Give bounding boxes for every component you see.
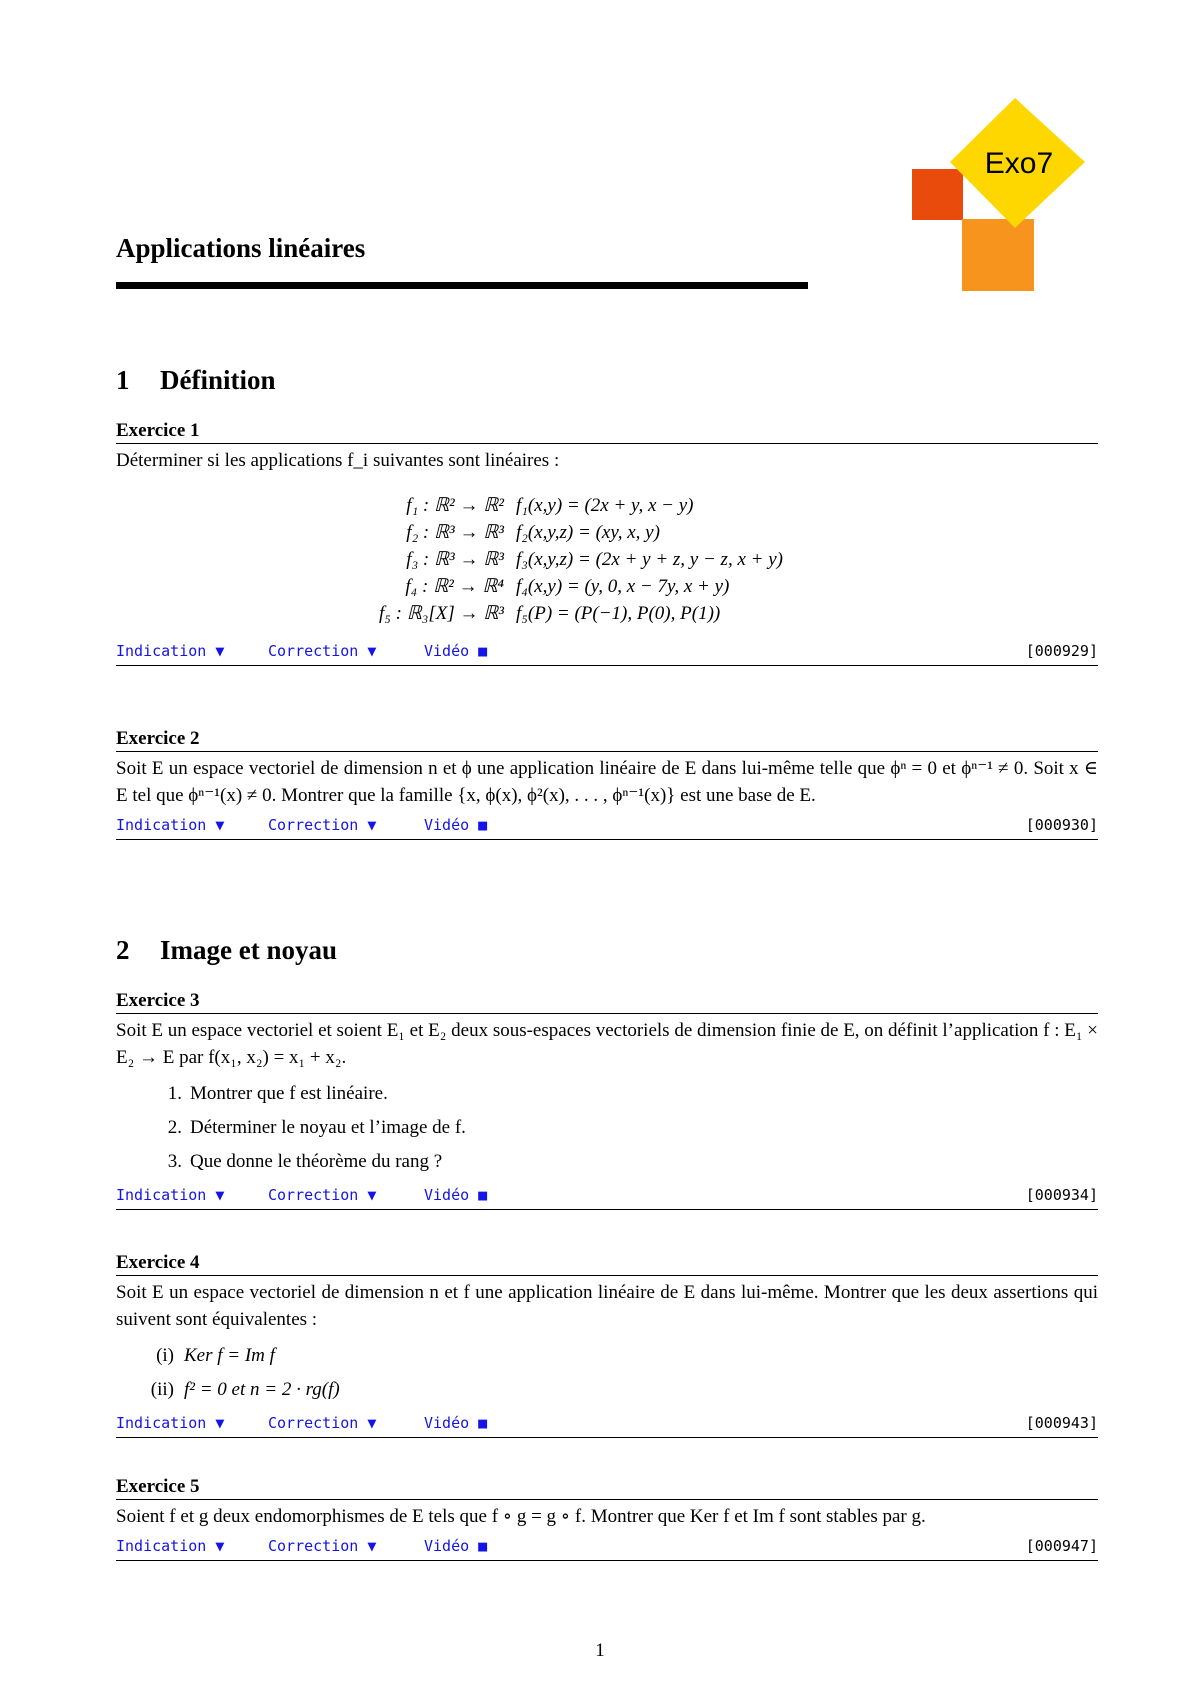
equation-lhs: f₅ : ℝ₃[X] → ℝ³ bbox=[378, 603, 504, 624]
exercise-body bbox=[116, 1017, 1098, 1179]
correction-link[interactable]: Correction ▼ bbox=[268, 1537, 377, 1555]
title-rule bbox=[116, 282, 808, 289]
list-item bbox=[116, 1111, 1098, 1145]
correction-link[interactable]: Correction ▼ bbox=[268, 642, 377, 660]
indication-link[interactable]: Indication ▼ bbox=[116, 1537, 225, 1555]
exercise-text: Soient f et g deux endomorphismes de E tels que f ∘ g = g ∘ f. Montrer que Ker f et Im f sont stables par g. bbox=[116, 1506, 926, 1527]
exercise-body bbox=[116, 1279, 1098, 1407]
exercise-links bbox=[116, 1183, 1098, 1207]
item-text: Déterminer le noyau et l’image de f. bbox=[190, 1117, 466, 1138]
exercise-code: [000929] bbox=[1025, 642, 1098, 660]
video-link[interactable]: Vidéo ■ bbox=[424, 1186, 488, 1204]
equation-block bbox=[116, 492, 1098, 627]
exercise-code: [000947] bbox=[1025, 1537, 1098, 1555]
indication-link[interactable]: Indication ▼ bbox=[116, 1186, 225, 1204]
exercise-links bbox=[116, 813, 1098, 837]
links-rule bbox=[116, 1209, 1098, 1210]
equation-rhs: f₄(x,y) = (y, 0, x − 7y, x + y) bbox=[516, 576, 730, 597]
equation-lhs: f₄ : ℝ² → ℝ⁴ bbox=[405, 576, 504, 597]
exercise-rule bbox=[116, 443, 1098, 444]
video-link[interactable]: Vidéo ■ bbox=[424, 816, 488, 834]
item-text: Que donne le théorème du rang ? bbox=[190, 1151, 443, 1172]
logo-text: Exo7 bbox=[984, 147, 1054, 180]
exercise-text: Soit E un espace vectoriel et soient E₁ et E₂ deux sous-espaces vectoriels de dimension finie de E, on définit l’application f : E₁ × E₂ → E par f(x₁, x₂) = x₁ + x₂. bbox=[116, 1020, 1098, 1068]
equation-rhs: f₃(x,y,z) = (2x + y + z, y − z, x + y) bbox=[516, 549, 783, 570]
exercise-links bbox=[116, 1534, 1098, 1558]
correction-link[interactable]: Correction ▼ bbox=[268, 1186, 377, 1204]
equation-lhs: f₁ : ℝ² → ℝ² bbox=[406, 495, 504, 516]
exercise-text: Soit E un espace vectoriel de dimension n et f une application linéaire de E dans lui-même. Montrer que les deux assertions qui suivent sont équivalentes : bbox=[116, 1282, 1098, 1330]
equation-lhs: f₃ : ℝ³ → ℝ³ bbox=[406, 549, 504, 570]
indication-link[interactable]: Indication ▼ bbox=[116, 816, 225, 834]
equation-rhs: f₂(x,y,z) = (xy, x, y) bbox=[516, 522, 660, 543]
document-title: Applications linéaires bbox=[116, 233, 366, 263]
list-item bbox=[116, 1373, 1098, 1407]
list-item bbox=[116, 1145, 1098, 1179]
question-list bbox=[116, 1077, 1098, 1179]
section-number: 1 bbox=[116, 365, 130, 395]
links-rule bbox=[116, 1560, 1098, 1561]
exercise-title: Exercice 1 bbox=[116, 420, 200, 441]
exercise-title: Exercice 3 bbox=[116, 990, 200, 1011]
section-1-title bbox=[116, 365, 276, 396]
item-number: (i) bbox=[156, 1345, 174, 1366]
exercise-title: Exercice 5 bbox=[116, 1476, 200, 1497]
video-link[interactable]: Vidéo ■ bbox=[424, 1537, 488, 1555]
section-2-title bbox=[116, 935, 337, 966]
section-name: Image et noyau bbox=[160, 935, 337, 965]
exercise-title: Exercice 2 bbox=[116, 728, 200, 749]
exercise-links bbox=[116, 1411, 1098, 1435]
video-link[interactable]: Vidéo ■ bbox=[424, 1414, 488, 1432]
item-number: 2. bbox=[167, 1117, 182, 1138]
exercise-intro: Déterminer si les applications f_i suivantes sont linéaires : bbox=[116, 450, 560, 471]
exercise-body bbox=[116, 755, 1098, 809]
correction-link[interactable]: Correction ▼ bbox=[268, 1414, 377, 1432]
item-number: 1. bbox=[167, 1083, 182, 1104]
exercise-rule bbox=[116, 1275, 1098, 1276]
exercise-code: [000934] bbox=[1025, 1186, 1098, 1204]
assertion-list bbox=[116, 1339, 1098, 1407]
indication-link[interactable]: Indication ▼ bbox=[116, 1414, 225, 1432]
video-link[interactable]: Vidéo ■ bbox=[424, 642, 488, 660]
item-text: Ker f = Im f bbox=[184, 1345, 275, 1366]
exercise-body bbox=[116, 447, 1098, 627]
page-number: 1 bbox=[595, 1640, 605, 1661]
exercise-3 bbox=[116, 989, 1098, 1210]
list-item bbox=[116, 1339, 1098, 1373]
links-rule bbox=[116, 839, 1098, 840]
exercise-2 bbox=[116, 727, 1098, 840]
section-name: Définition bbox=[160, 365, 276, 395]
item-text: Montrer que f est linéaire. bbox=[190, 1083, 388, 1104]
exercise-rule bbox=[116, 1499, 1098, 1500]
indication-link[interactable]: Indication ▼ bbox=[116, 642, 225, 660]
section-number: 2 bbox=[116, 935, 130, 965]
exercise-5 bbox=[116, 1475, 1098, 1561]
exercise-code: [000930] bbox=[1025, 816, 1098, 834]
exercise-title: Exercice 4 bbox=[116, 1252, 200, 1273]
exercise-body bbox=[116, 1503, 1098, 1530]
item-number: 3. bbox=[167, 1151, 182, 1172]
exercise-4 bbox=[116, 1251, 1098, 1438]
exercise-code: [000943] bbox=[1025, 1414, 1098, 1432]
exercise-1 bbox=[116, 419, 1098, 666]
exercise-rule bbox=[116, 1013, 1098, 1014]
list-item bbox=[116, 1077, 1098, 1111]
equation-lhs: f₂ : ℝ³ → ℝ³ bbox=[406, 522, 504, 543]
equation-rhs: f₅(P) = (P(−1), P(0), P(1)) bbox=[516, 603, 721, 624]
item-text: f² = 0 et n = 2 · rg(f) bbox=[184, 1379, 340, 1400]
links-rule bbox=[116, 665, 1098, 666]
equation-rhs: f₁(x,y) = (2x + y, x − y) bbox=[516, 495, 694, 516]
logo-orange-square bbox=[962, 219, 1034, 291]
logo-red-square bbox=[912, 169, 963, 220]
exercise-rule bbox=[116, 751, 1098, 752]
links-rule bbox=[116, 1437, 1098, 1438]
exercise-text: Soit E un espace vectoriel de dimension n et ϕ une application linéaire de E dans lui-même telle que ϕⁿ = 0 et ϕⁿ⁻¹ ≠ 0. Soit x ∈ E tel que ϕⁿ⁻¹(x) ≠ 0. Montrer que la famille {x, ϕ(x), ϕ²(x), . . . , ϕⁿ⁻¹(x)} est une base de E. bbox=[116, 758, 1098, 806]
item-number: (ii) bbox=[150, 1379, 174, 1400]
correction-link[interactable]: Correction ▼ bbox=[268, 816, 377, 834]
exercise-links bbox=[116, 639, 1098, 663]
